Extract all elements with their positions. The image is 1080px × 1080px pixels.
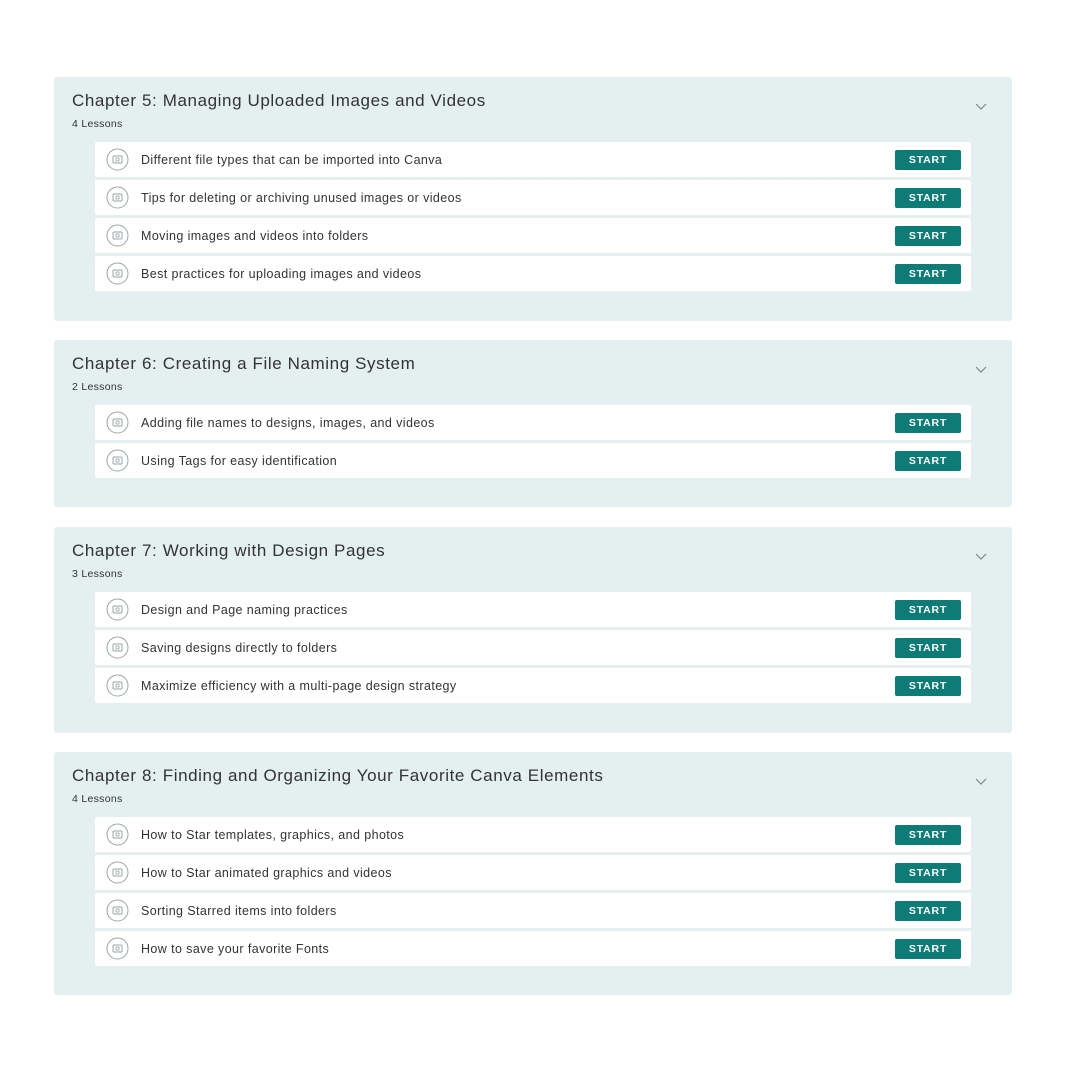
start-button[interactable]: START — [895, 150, 961, 170]
lesson-title[interactable]: Maximize efficiency with a multi-page design strategy — [141, 679, 457, 693]
chapter-6-panel — [54, 340, 1012, 507]
lesson-row[interactable] — [95, 592, 971, 627]
chapter-title[interactable]: Chapter 5: Managing Uploaded Images and Videos — [72, 91, 486, 110]
start-button[interactable]: START — [895, 638, 961, 658]
lesson-title[interactable]: Adding file names to designs, images, and videos — [141, 416, 435, 430]
start-button[interactable]: START — [895, 600, 961, 620]
lesson-row[interactable] — [95, 256, 971, 291]
chevron-down-icon[interactable] — [974, 99, 988, 113]
lesson-title[interactable]: How to Star templates, graphics, and photos — [141, 828, 405, 842]
lesson-row[interactable] — [95, 180, 971, 215]
lesson-row[interactable] — [95, 443, 971, 478]
video-lesson-icon — [106, 411, 129, 434]
lesson-row[interactable] — [95, 931, 971, 966]
chevron-down-icon[interactable] — [974, 362, 988, 376]
chapter-5-panel — [54, 77, 1012, 321]
lesson-title[interactable]: Design and Page naming practices — [141, 603, 348, 617]
video-lesson-icon — [106, 262, 129, 285]
video-lesson-icon — [106, 148, 129, 171]
lesson-row[interactable] — [95, 630, 971, 665]
lesson-title[interactable]: Using Tags for easy identification — [141, 454, 338, 468]
start-button[interactable]: START — [895, 863, 961, 883]
start-button[interactable]: START — [895, 264, 961, 284]
lesson-count: 4 Lessons — [72, 793, 123, 805]
lesson-title[interactable]: How to Star animated graphics and videos — [141, 866, 392, 880]
video-lesson-icon — [106, 674, 129, 697]
chapter-title[interactable]: Chapter 7: Working with Design Pages — [72, 541, 386, 560]
lesson-row[interactable] — [95, 142, 971, 177]
video-lesson-icon — [106, 636, 129, 659]
chevron-down-icon[interactable] — [974, 549, 988, 563]
lesson-row[interactable] — [95, 893, 971, 928]
lesson-count: 2 Lessons — [72, 381, 123, 393]
video-lesson-icon — [106, 861, 129, 884]
lesson-row[interactable] — [95, 817, 971, 852]
lesson-list — [95, 405, 971, 481]
chevron-down-icon[interactable] — [974, 774, 988, 788]
chapter-8-panel — [54, 752, 1012, 995]
video-lesson-icon — [106, 186, 129, 209]
lesson-row[interactable] — [95, 668, 971, 703]
start-button[interactable]: START — [895, 413, 961, 433]
lesson-title[interactable]: Different file types that can be imported into Canva — [141, 153, 443, 167]
video-lesson-icon — [106, 823, 129, 846]
start-button[interactable]: START — [895, 901, 961, 921]
lesson-list — [95, 592, 971, 706]
video-lesson-icon — [106, 598, 129, 621]
start-button[interactable]: START — [895, 825, 961, 845]
video-lesson-icon — [106, 937, 129, 960]
lesson-title[interactable]: How to save your favorite Fonts — [141, 942, 330, 956]
lesson-count: 4 Lessons — [72, 118, 123, 130]
lesson-row[interactable] — [95, 218, 971, 253]
start-button[interactable]: START — [895, 226, 961, 246]
start-button[interactable]: START — [895, 188, 961, 208]
lesson-title[interactable]: Moving images and videos into folders — [141, 229, 369, 243]
lesson-list — [95, 817, 971, 969]
lesson-count: 3 Lessons — [72, 568, 123, 580]
video-lesson-icon — [106, 224, 129, 247]
chapter-title[interactable]: Chapter 8: Finding and Organizing Your Favorite Canva Elements — [72, 766, 604, 785]
lesson-row[interactable] — [95, 855, 971, 890]
lesson-title[interactable]: Tips for deleting or archiving unused images or videos — [141, 191, 462, 205]
start-button[interactable]: START — [895, 676, 961, 696]
chapter-7-panel — [54, 527, 1012, 733]
lesson-list — [95, 142, 971, 294]
lesson-title[interactable]: Best practices for uploading images and videos — [141, 267, 422, 281]
lesson-title[interactable]: Saving designs directly to folders — [141, 641, 338, 655]
video-lesson-icon — [106, 899, 129, 922]
start-button[interactable]: START — [895, 939, 961, 959]
start-button[interactable]: START — [895, 451, 961, 471]
chapter-title[interactable]: Chapter 6: Creating a File Naming System — [72, 354, 416, 373]
video-lesson-icon — [106, 449, 129, 472]
lesson-title[interactable]: Sorting Starred items into folders — [141, 904, 337, 918]
lesson-row[interactable] — [95, 405, 971, 440]
